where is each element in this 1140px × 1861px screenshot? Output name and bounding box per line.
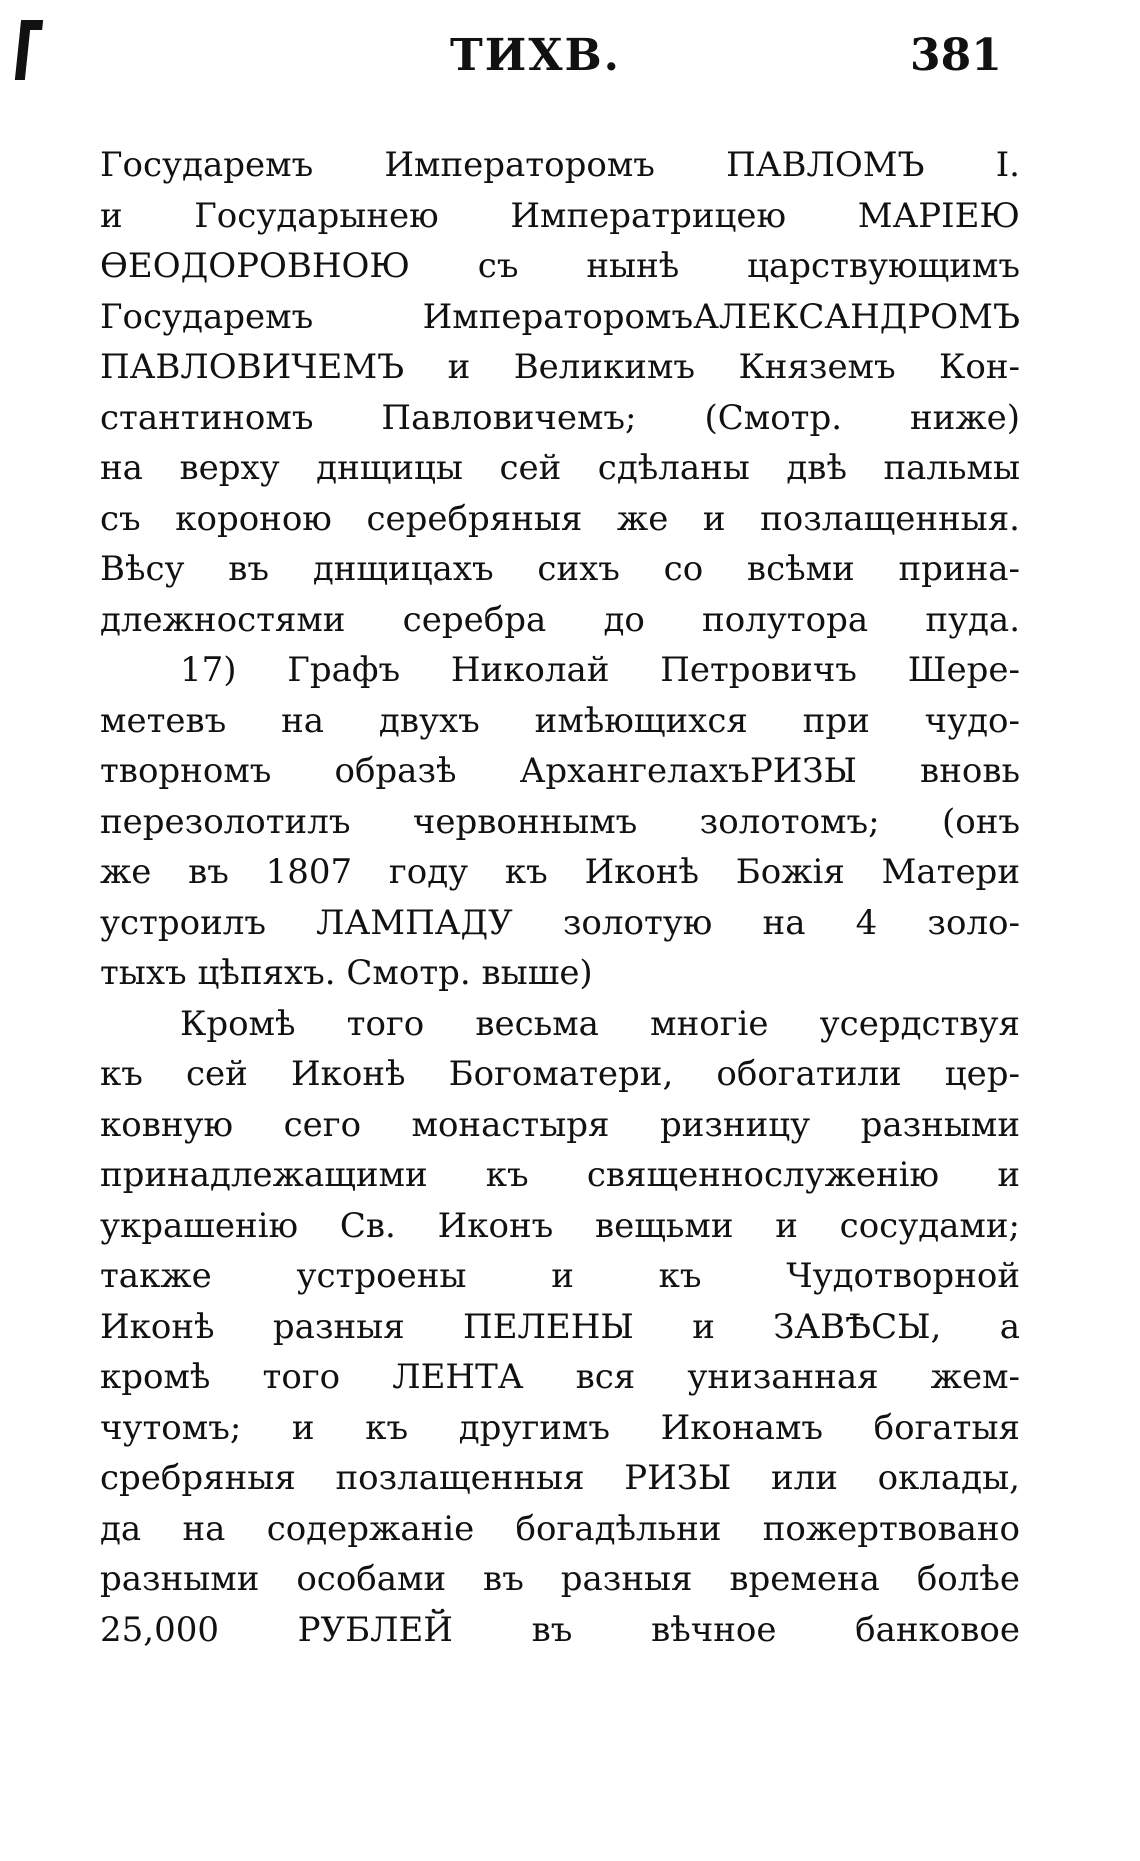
text-line: да на содержаніе богадѣльни пожертвовано <box>100 1508 1020 1549</box>
paragraph-3 <box>100 999 1020 1656</box>
text-line: 25,000 РУБЛЕЙ въ вѣчное банковое <box>100 1609 1020 1650</box>
text-line: чутомъ; и къ другимъ Иконамъ богатыя <box>100 1407 1020 1448</box>
text-line: творномъ образѣ АрхангелахъРИЗЫ вновь <box>100 751 1020 791</box>
text-line: сребряныя позлащенныя РИЗЫ или оклады, <box>100 1458 1020 1498</box>
text-line: устроилъ ЛАМПАДУ золотую на 4 золо- <box>100 902 1020 943</box>
text-line: Государемъ Императоромъ ПАВЛОМЪ I. <box>100 145 1020 185</box>
text-line: же въ 1807 году къ Иконѣ Божія Матери <box>100 852 1020 892</box>
running-head: ТИХВ. <box>450 30 621 81</box>
text-line: къ сей Иконѣ Богоматери, обогатили цер- <box>100 1054 1020 1094</box>
text-line: и Государынею Императрицею МАРІЕЮ <box>100 195 1020 236</box>
text-line: Иконѣ разныя ПЕЛЕНЫ и ЗАВѢСЫ, а <box>100 1306 1020 1347</box>
text-line: ПАВЛОВИЧЕМЪ и Великимъ Княземъ Кон- <box>100 347 1020 387</box>
text-line: съ короною серебряныя же и позлащенныя. <box>100 498 1020 539</box>
page-body <box>100 140 1020 1655</box>
page-number: 381 <box>910 30 1002 81</box>
text-line: 17) Графъ Николай Петровичъ Шере- <box>180 650 1020 690</box>
text-line: ѲЕОДОРОВНОЮ съ нынѣ царствующимъ <box>100 246 1020 286</box>
text-line: ковную сего монастыря ризницу разными <box>100 1104 1020 1145</box>
text-line: разными особами въ разныя времена болѣе <box>100 1559 1020 1599</box>
text-line: Вѣсу въ днщицахъ сихъ со всѣми прина- <box>100 549 1020 589</box>
paragraph-2 <box>100 645 1020 999</box>
text-line: украшенію Св. Иконъ вещьми и сосудами; <box>100 1205 1020 1246</box>
paragraph-1 <box>100 140 1020 645</box>
text-line: перезолотилъ червоннымъ золотомъ; (онъ <box>100 801 1020 842</box>
text-line: также устроены и къ Чудотворной <box>100 1256 1020 1296</box>
text-line: кромѣ того ЛЕНТА вся унизанная жем- <box>100 1357 1020 1397</box>
page-header <box>0 30 1140 100</box>
text-line: Государемъ ИмператоромъАЛЕКСАНДРОМЪ <box>100 296 1020 337</box>
text-line: на верху днщицы сей сдѣланы двѣ пальмы <box>100 448 1020 488</box>
text-line: тыхъ цѣпяхъ. Смотр. выше) <box>100 953 593 993</box>
text-line: принадлежащими къ священнослуженію и <box>100 1155 1020 1195</box>
text-line: длежностями серебра до полутора пуда. <box>100 599 1020 640</box>
text-line: метевъ на двухъ имѣющихся при чудо- <box>100 700 1020 741</box>
text-line: Кромѣ того весьма многіе усердствуя <box>180 1003 1020 1044</box>
text-line: стантиномъ Павловичемъ; (Смотр. ниже) <box>100 397 1020 438</box>
